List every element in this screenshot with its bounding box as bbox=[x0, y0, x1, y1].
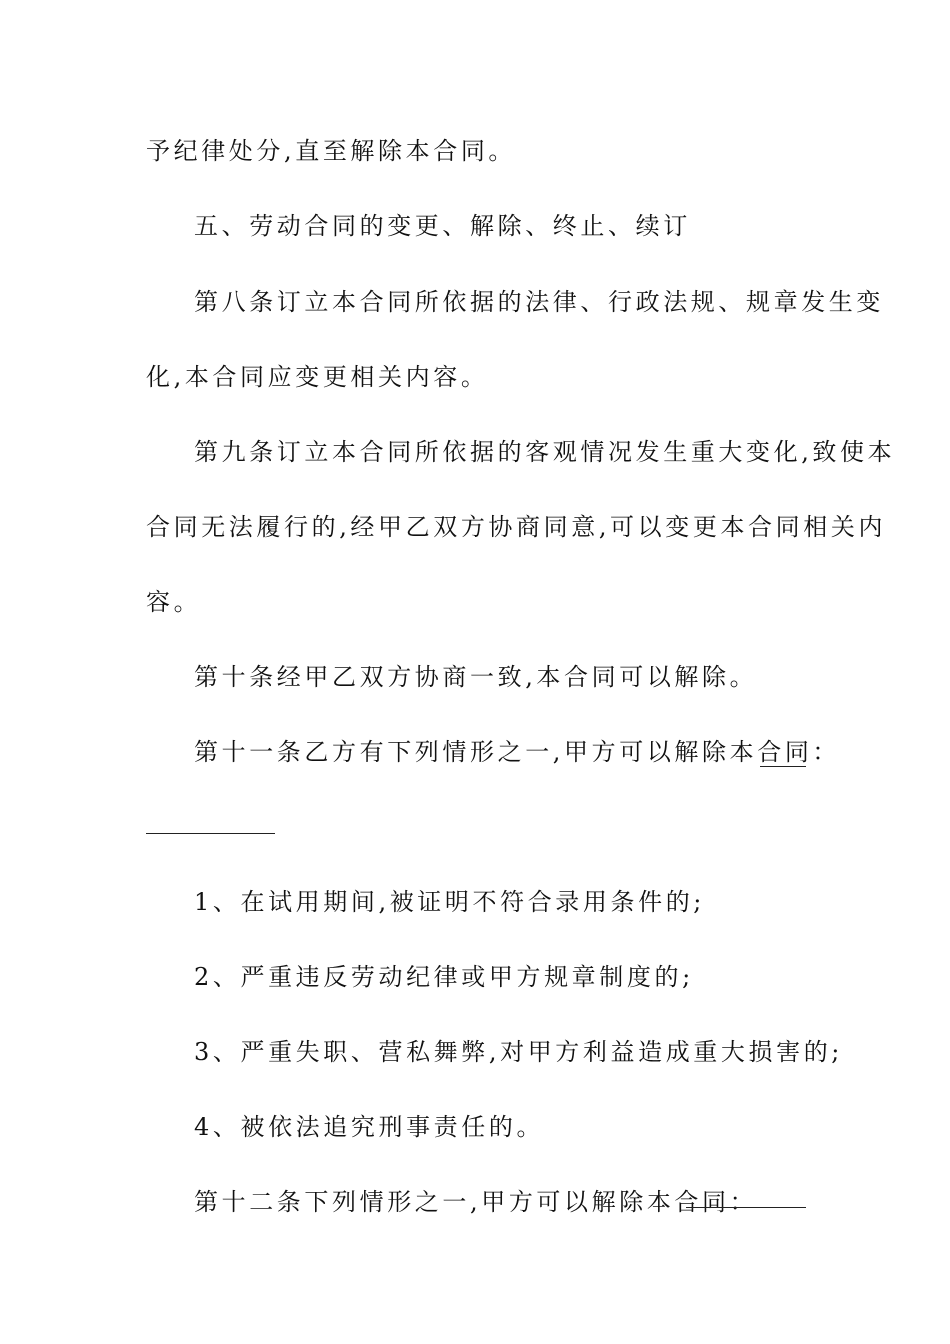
article-8-line-1: 第八条订立本合同所依据的法律、行政法规、规章发生变 bbox=[194, 288, 884, 316]
list-item: 2、严重违反劳动纪律或甲方规章制度的; bbox=[194, 963, 694, 991]
article-12: 第十二条下列情形之一,甲方可以解除本合同： bbox=[194, 1188, 758, 1216]
fill-in-blank bbox=[686, 1207, 806, 1208]
article-11: 第十一条乙方有下列情形之一,甲方可以解除本合同： bbox=[194, 738, 841, 766]
fill-in-blank bbox=[146, 833, 275, 834]
list-item: 3、严重失职、营私舞弊,对甲方利益造成重大损害的; bbox=[194, 1038, 843, 1066]
article-9-line-1: 第九条订立本合同所依据的客观情况发生重大变化,致使本 bbox=[194, 438, 896, 466]
article-8-line-2: 化,本合同应变更相关内容。 bbox=[146, 363, 489, 391]
article-9-line-2: 合同无法履行的,经甲乙双方协商同意,可以变更本合同相关内 bbox=[146, 513, 887, 541]
section-heading: 五、劳动合同的变更、解除、终止、续订 bbox=[194, 212, 691, 240]
fill-in-blank bbox=[760, 766, 806, 767]
paragraph-continuation: 予纪律处分,直至解除本合同。 bbox=[146, 137, 517, 165]
list-item: 4、被依法追究刑事责任的。 bbox=[194, 1113, 545, 1141]
list-item: 1、在试用期间,被证明不符合录用条件的; bbox=[194, 888, 705, 916]
article-10: 第十条经甲乙双方协商一致,本合同可以解除。 bbox=[194, 663, 758, 691]
article-9-line-3: 容。 bbox=[146, 588, 202, 616]
